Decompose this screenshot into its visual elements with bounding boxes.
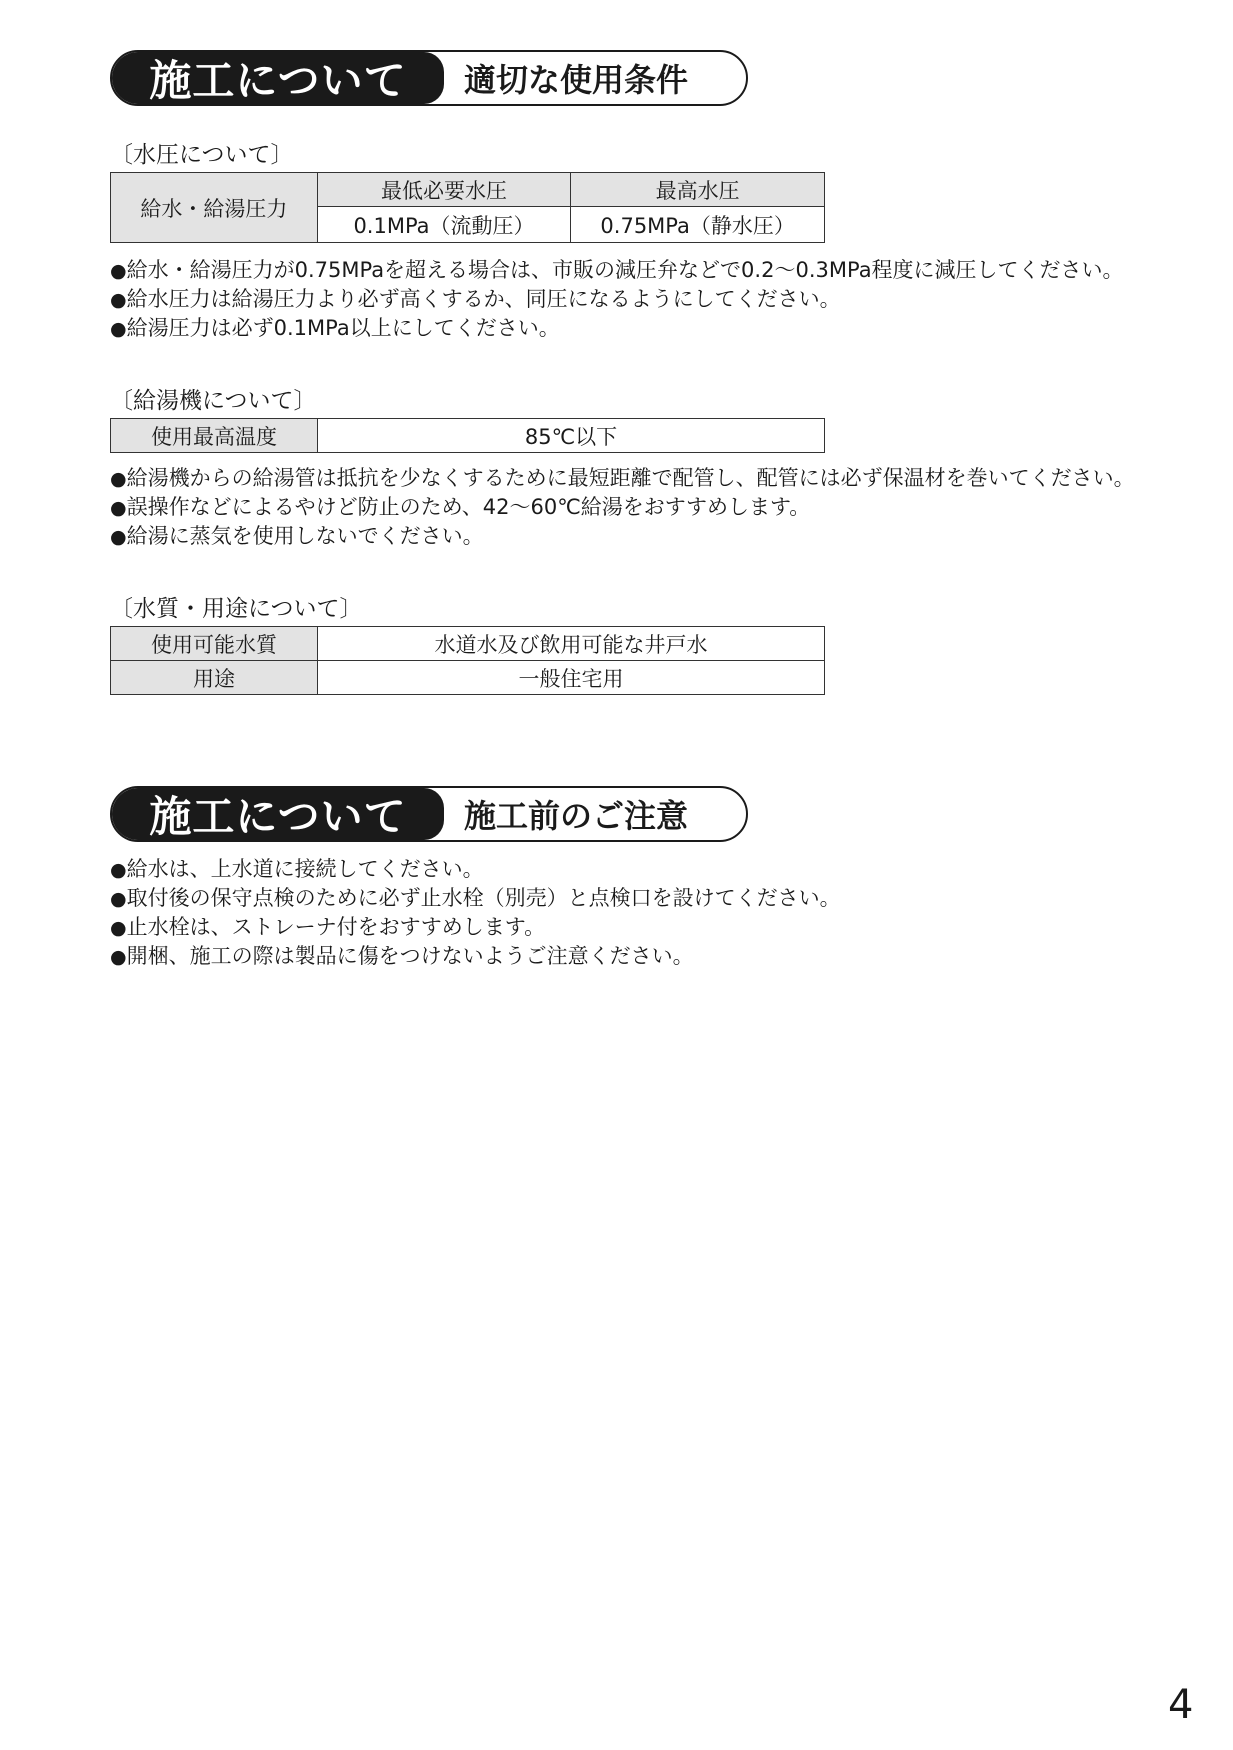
list-item: ●給水・給湯圧力が0.75MPaを超える場合は、市販の減圧弁などで0.2〜0.3MPa程度に減圧してください。 — [110, 258, 1124, 282]
water-pressure-table — [110, 172, 825, 243]
max-temp-value: 85℃以下 — [318, 419, 825, 453]
usage-label: 用途 — [111, 661, 318, 695]
pressure-row-label: 給水・給湯圧力 — [111, 173, 318, 243]
section-title-main: 施工について — [112, 52, 444, 104]
water-quality-heading: 〔水質・用途について〕 — [110, 596, 363, 622]
bullet-icon: ● — [110, 260, 127, 282]
max-pressure-value: 0.75MPa（静水圧） — [571, 207, 825, 243]
bullet-icon: ● — [110, 888, 127, 910]
bullet-icon: ● — [110, 318, 127, 340]
quality-value: 水道水及び飲用可能な井戸水 — [318, 627, 825, 661]
precaution-notes — [110, 855, 841, 971]
min-pressure-value: 0.1MPa（流動圧） — [317, 207, 571, 243]
list-item: ●誤操作などによるやけど防止のため、42〜60℃給湯をおすすめします。 — [110, 495, 811, 519]
page-number: 4 — [1168, 1682, 1194, 1728]
water-pressure-notes — [110, 256, 1124, 343]
quality-label: 使用可能水質 — [111, 627, 318, 661]
list-item: ●給湯に蒸気を使用しないでください。 — [110, 524, 484, 548]
water-pressure-heading: 〔水圧について〕 — [110, 142, 294, 168]
bullet-icon: ● — [110, 946, 127, 968]
list-item: ●開梱、施工の際は製品に傷をつけないようご注意ください。 — [110, 944, 694, 968]
list-item: ●給湯機からの給湯管は抵抗を少なくするために最短距離で配管し、配管には必ず保温材を巻いてください。 — [110, 466, 1135, 490]
section-header-conditions — [110, 50, 748, 106]
water-heater-heading: 〔給湯機について〕 — [110, 388, 317, 414]
list-item: ●給湯圧力は必ず0.1MPa以上にしてください。 — [110, 316, 560, 340]
min-pressure-header: 最低必要水圧 — [317, 173, 571, 207]
section-title-sub: 施工前のご注意 — [464, 797, 689, 835]
water-heater-table — [110, 418, 825, 453]
max-temp-label: 使用最高温度 — [111, 419, 318, 453]
water-heater-notes — [110, 464, 1135, 551]
bullet-icon: ● — [110, 859, 127, 881]
bullet-icon: ● — [110, 468, 127, 490]
section-title-main: 施工について — [112, 788, 444, 840]
bullet-icon: ● — [110, 497, 127, 519]
max-pressure-header: 最高水圧 — [571, 173, 825, 207]
usage-value: 一般住宅用 — [318, 661, 825, 695]
list-item: ●取付後の保守点検のために必ず止水栓（別売）と点検口を設けてください。 — [110, 886, 841, 910]
table-row — [111, 661, 825, 695]
list-item: ●給水は、上水道に接続してください。 — [110, 857, 484, 881]
table-row — [111, 419, 825, 453]
section-header-precautions — [110, 786, 748, 842]
list-item: ●給水圧力は給湯圧力より必ず高くするか、同圧になるようにしてください。 — [110, 287, 841, 311]
list-item: ●止水栓は、ストレーナ付をおすすめします。 — [110, 915, 546, 939]
bullet-icon: ● — [110, 289, 127, 311]
bullet-icon: ● — [110, 917, 127, 939]
bullet-icon: ● — [110, 526, 127, 548]
table-row — [111, 173, 825, 207]
section-title-sub: 適切な使用条件 — [464, 61, 689, 99]
water-quality-table — [110, 626, 825, 695]
table-row — [111, 627, 825, 661]
